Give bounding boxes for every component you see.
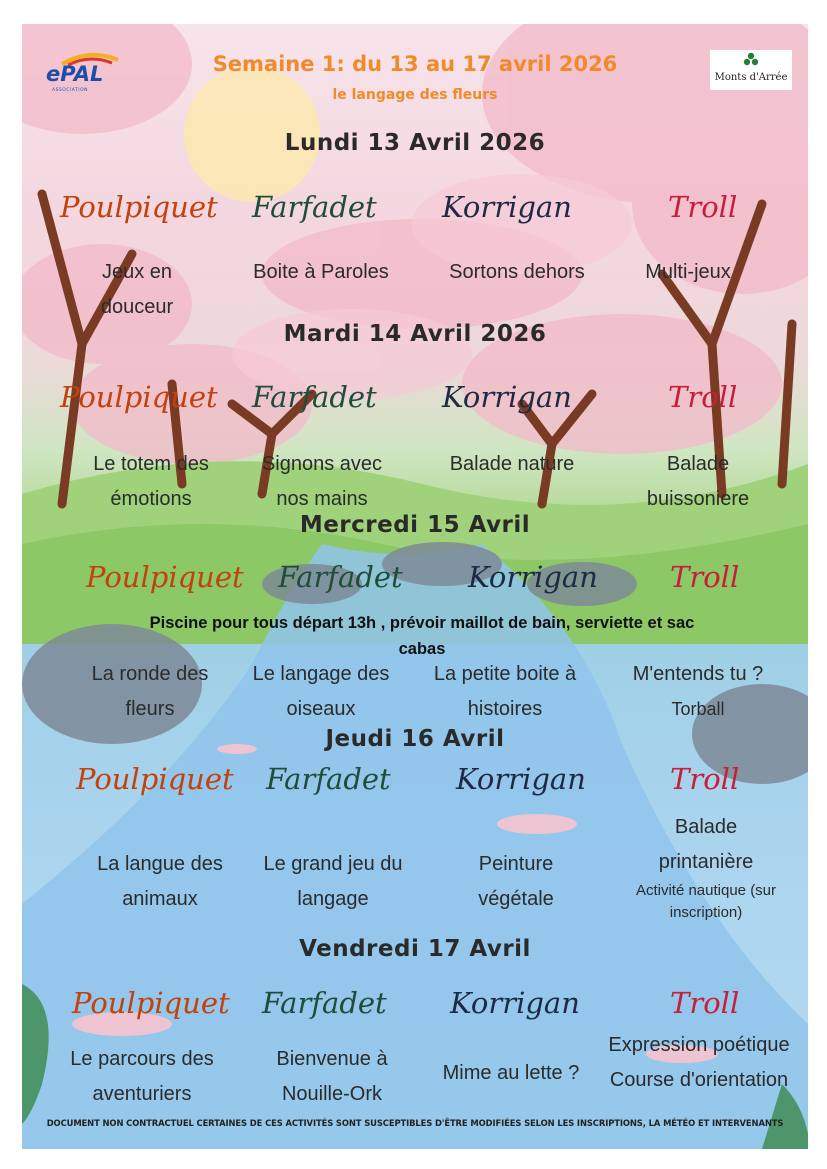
activity-thursday-poulpiquet: La langue des animaux xyxy=(97,853,223,910)
group-label-troll: Troll xyxy=(668,380,738,414)
activity-tuesday-farfadet: Signons avec nos mains xyxy=(261,453,383,510)
day-title-thursday: Jeudi 16 Avril xyxy=(325,726,505,752)
group-label-farfadet: Farfadet xyxy=(262,986,387,1020)
group-label-poulpiquet: Poulpiquet xyxy=(72,986,230,1020)
group-label-korrigan: Korrigan xyxy=(442,380,572,414)
activity-wednesday-farfadet: Le langage des oiseaux xyxy=(252,663,390,720)
group-label-korrigan: Korrigan xyxy=(468,560,598,594)
group-label-poulpiquet: Poulpiquet xyxy=(76,762,234,796)
group-label-poulpiquet: Poulpiquet xyxy=(60,190,218,224)
disclaimer-footer: DOCUMENT NON CONTRACTUEL CERTAINES DE CES ACTIVITÉS SONT SUSCEPTIBLES D'ÊTRE MODIFIÉES SELON LES INSCRIPTIONS, LA MÉTÉO ET INTERVENANTS xyxy=(46,1118,784,1128)
day-title-wednesday: Mercredi 15 Avril xyxy=(299,512,531,538)
activity-friday-korrigan: Mime au lette ? xyxy=(442,1062,580,1084)
group-label-troll: Troll xyxy=(670,762,740,796)
epal-logo-subtext: ASSOCIATION xyxy=(52,88,89,93)
activity-monday-troll: Multi-jeux xyxy=(645,261,731,283)
week-subtitle: le langage des fleurs xyxy=(332,87,498,103)
group-label-farfadet: Farfadet xyxy=(278,560,403,594)
wednesday-swimming-note: Piscine pour tous départ 13h , prévoir maillot de bain, serviette et sac cabas xyxy=(149,614,695,658)
monts-darree-logo-text: Monts d'Arrée xyxy=(714,72,788,83)
activity-tuesday-poulpiquet: Le totem des émotions xyxy=(93,453,209,510)
day-title-monday: Lundi 13 Avril 2026 xyxy=(284,130,546,156)
activity-tuesday-troll: Balade buissoniere xyxy=(646,453,750,510)
activity-friday-poulpiquet: Le parcours des aventuriers xyxy=(70,1048,214,1105)
activity-friday-farfadet: Bienvenue à Nouille-Ork xyxy=(276,1048,388,1105)
week-title: Semaine 1: du 13 au 17 avril 2026 xyxy=(212,52,618,76)
group-label-farfadet: Farfadet xyxy=(252,190,377,224)
activity-wednesday-troll: M'entends tu ? Torball xyxy=(632,663,764,719)
program-poster xyxy=(22,24,808,1149)
group-label-korrigan: Korrigan xyxy=(456,762,586,796)
group-label-korrigan: Korrigan xyxy=(450,986,580,1020)
group-label-farfadet: Farfadet xyxy=(266,762,391,796)
group-label-poulpiquet: Poulpiquet xyxy=(60,380,218,414)
activity-wednesday-korrigan: La petite boite à histoires xyxy=(433,663,577,720)
group-label-korrigan: Korrigan xyxy=(442,190,572,224)
group-label-troll: Troll xyxy=(668,190,738,224)
activity-tuesday-korrigan: Balade nature xyxy=(449,453,575,475)
day-title-tuesday: Mardi 14 Avril 2026 xyxy=(283,321,547,347)
group-label-farfadet: Farfadet xyxy=(252,380,377,414)
activity-thursday-troll: Balade printanière Activité nautique (sur inscription) xyxy=(635,816,777,921)
group-label-troll: Troll xyxy=(670,986,740,1020)
activity-monday-farfadet: Boite à Paroles xyxy=(253,261,389,283)
activity-friday-troll: Expression poétique Course d'orientation xyxy=(608,1034,790,1091)
activity-thursday-korrigan: Peinture végétale xyxy=(478,853,554,910)
group-label-poulpiquet: Poulpiquet xyxy=(86,560,244,594)
epal-logo-text: ePAL xyxy=(46,62,104,86)
day-title-friday: Vendredi 17 Avril xyxy=(299,936,531,962)
group-label-troll: Troll xyxy=(670,560,740,594)
activity-monday-poulpiquet: Jeux en douceur xyxy=(100,261,174,318)
activity-monday-korrigan: Sortons dehors xyxy=(449,261,585,283)
activity-thursday-farfadet: Le grand jeu du langage xyxy=(263,853,403,910)
activity-wednesday-poulpiquet: La ronde des fleurs xyxy=(91,663,209,720)
